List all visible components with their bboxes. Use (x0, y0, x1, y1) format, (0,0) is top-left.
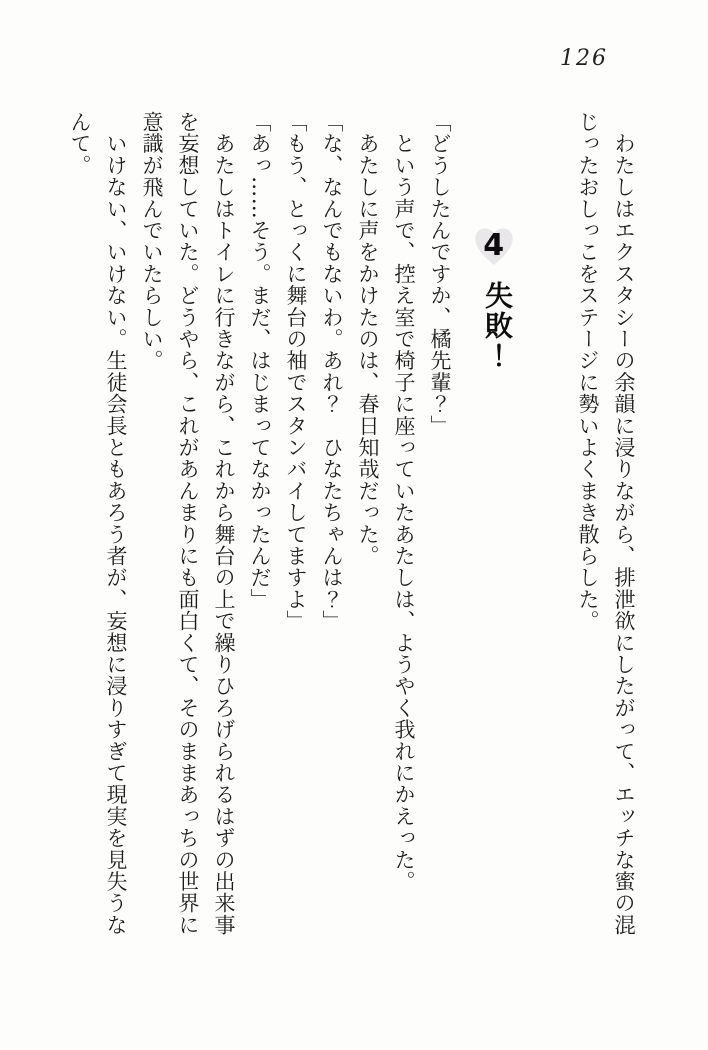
opening-paragraph: わたしはエクスタシーの余韻に浸りながら、排泄欲にしたがって、エッチな蜜の混じったおしっこをステージに勢いよくまき散らした。 (576, 111, 636, 936)
body-paragraph: 「あっ……そう。まだ、はじまってなかったんだ」 (248, 111, 272, 611)
chapter-heading (466, 111, 522, 943)
body-paragraph: あたしに声をかけたのは、春日知哉だった。 (356, 111, 380, 567)
body-paragraph: 「どうしたんですか、橘先輩？」 (428, 111, 452, 437)
body-paragraph: 「もう、とっくに舞台の袖でスタンバイしてますよ」 (284, 111, 308, 632)
heart-icon (471, 223, 517, 269)
body-paragraph: という声で、控え室で椅子に座っていたあたしは、ようやく我れにかえった。 (392, 111, 416, 893)
body-paragraph: いけない、いけない。生徒会長ともあろう者が、妄想に浸りすぎて現実を見失うなんて。 (68, 111, 128, 936)
main-text (62, 111, 642, 943)
chapter-title: 失敗！ (481, 281, 514, 371)
body-paragraph: あたしはトイレに行きながら、これから舞台の上で繰りひろげられるはずの出来事を妄想していた。どうやら、これがあんまりにも面白くて、そのままあっちの世界に意識が飛んでいたらしい。 (140, 111, 236, 936)
page-number: 126 (560, 46, 608, 71)
chapter-number: 4 (483, 228, 505, 263)
body-paragraph: 「な、なんでもないわ。あれ？ ひなたちゃんは？」 (320, 111, 344, 632)
